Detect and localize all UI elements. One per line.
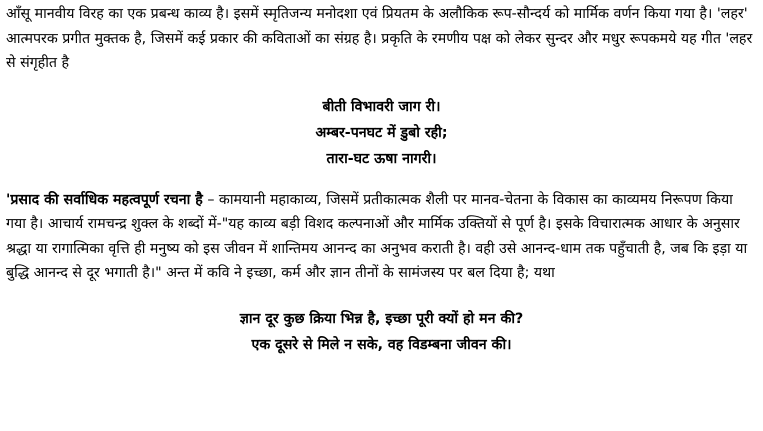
verse-line: अम्बर-पनघट में डुबो रही; (315, 124, 448, 141)
verse-line: तारा-घट ऊषा नागरी। (326, 150, 437, 167)
kamayani-lead-text: 'प्रसाद की सर्वाधिक महत्वपूर्ण रचना है (6, 191, 203, 208)
verse-line: एक दूसरे से मिले न सके, वह विडम्बना जीवन की। (251, 336, 512, 353)
kamayani-paragraph (6, 188, 757, 286)
verse-block-kamayani (6, 306, 757, 358)
verse-line: बीती विभावरी जाग री। (322, 98, 441, 115)
kamayani-body-text: – कामयानी महाकाव्य, जिसमें प्रतीकात्मक शैली पर मानव-चेतना के विकास का काव्यमय निरूपण किया गया है। आचार्य रामचन्द्र शुक्ल के शब्दों में-"यह काव्य बड़ी विशद कल्पनाओं और मार्मिक उक्तियों से पूर्ण है। इसके विचारात्मक आधार के अनुसार श्रद्धा या रागात्मिका वृत्ति ही मनुष्य को इस जीवन में शान्तिमय आनन्द का अनुभव कराती है। वही उसे आनन्द-धाम तक पहुँचाती है, जब कि इड़ा या बुद्धि आनन्द से दूर भगाती है।" अन्त में कवि ने इच्छा, कर्म और ज्ञान तीनों के सामंजस्य पर बल दिया है; यथा (6, 191, 748, 281)
verse-line: ज्ञान दूर कुछ क्रिया भिन्न है, इच्छा पूरी क्यों हो मन की? (239, 310, 524, 327)
verse-block-lahar (6, 94, 757, 172)
intro-paragraph: आँसू मानवीय विरह का एक प्रबन्ध काव्य है। इसमें स्मृतिजन्य मनोदशा एवं प्रियतम के अलौकिक रूप-सौन्दर्य को मार्मिक वर्णन किया गया है। 'लहर' आत्मपरक प्रगीत मुक्तक है, जिसमें कई प्रकार की कविताओं का संग्रह है। प्रकृति के रमणीय पक्ष को लेकर सुन्दर और मधुर रूपकमये यह गीत 'लहर से संगृहीत है (6, 6, 753, 71)
